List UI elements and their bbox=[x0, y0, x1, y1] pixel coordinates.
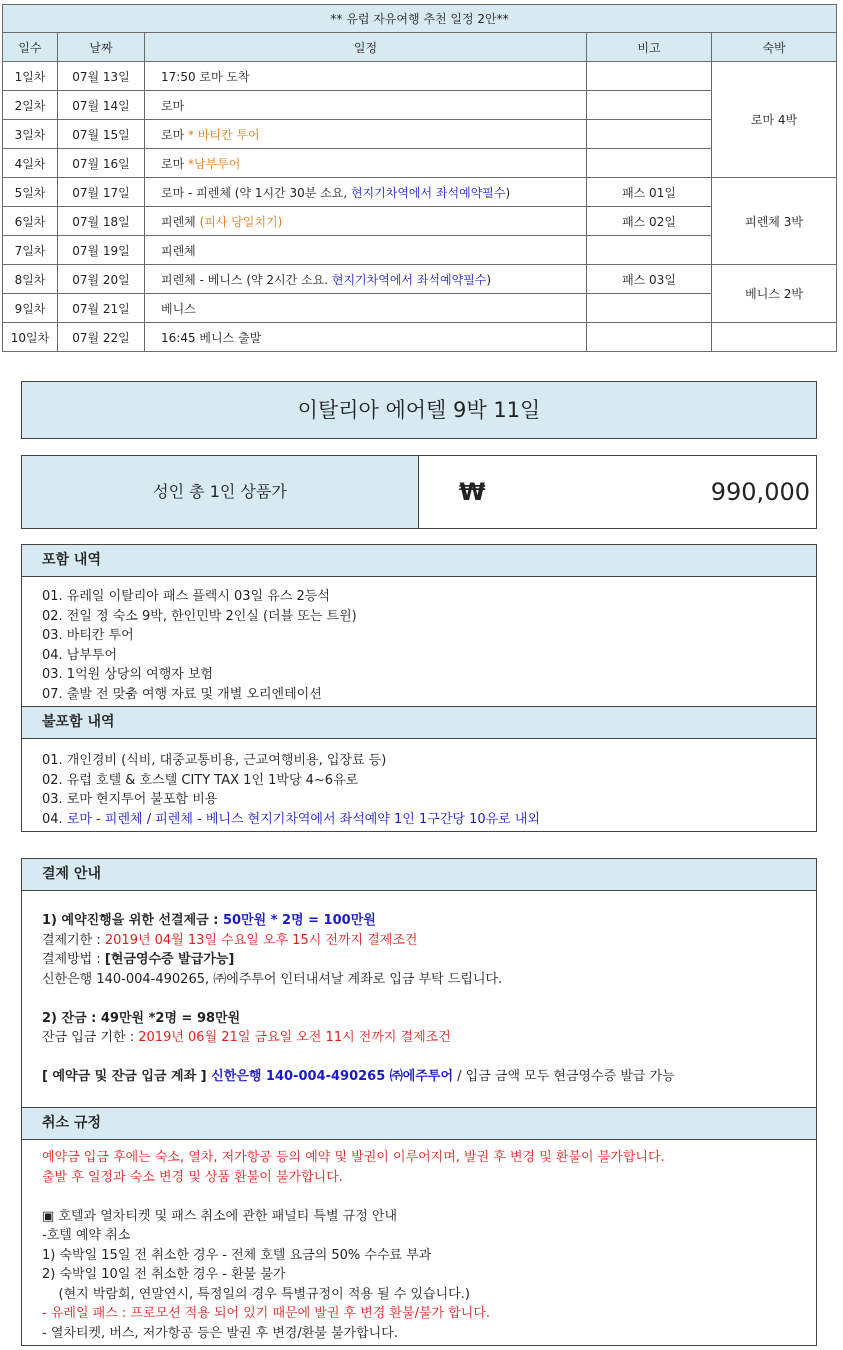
plan-cell bbox=[145, 178, 587, 207]
plan-text: 17:50 로마 도착 bbox=[161, 69, 250, 84]
train-rule: - 열차티켓, 버스, 저가항공 등은 발권 후 변경/환불 불가합니다. bbox=[42, 1325, 398, 1341]
penalty-notice: ▣ 호텔과 열차티켓 및 패스 취소에 관한 패널티 특별 규정 안내 bbox=[42, 1208, 397, 1224]
table-row bbox=[3, 207, 837, 236]
bank-account-note: / 입금 금액 모두 현금영수증 발급 가능 bbox=[453, 1069, 675, 1084]
header-day: 일수 bbox=[3, 33, 58, 62]
list-item: 03. 1억원 상당의 여행자 보험 bbox=[42, 667, 214, 682]
note-cell: 패스 02일 bbox=[587, 207, 712, 236]
excluded-list bbox=[22, 739, 816, 829]
plan-cell bbox=[145, 149, 587, 178]
list-item: 04. 남부투어 bbox=[42, 647, 118, 663]
date-cell: 07월 13일 bbox=[58, 62, 145, 91]
date-cell: 07월 21일 bbox=[58, 294, 145, 323]
hotel-cancel-heading: -호텔 예약 취소 bbox=[42, 1228, 131, 1243]
deadline-label: 결제기한 : bbox=[42, 932, 105, 948]
plan-tail: ) bbox=[505, 185, 511, 200]
eurail-rule: - 유레일 패스 : 프로모션 적용 되어 있기 때문에 발권 후 변경 환불/불가 합니다. bbox=[42, 1306, 491, 1321]
table-row bbox=[3, 294, 837, 323]
inclusion-section bbox=[21, 544, 817, 832]
deposit-line bbox=[42, 911, 796, 931]
note-cell bbox=[587, 91, 712, 120]
stay-cell: 베니스 2박 bbox=[712, 265, 837, 323]
method-label: 결제방법 : bbox=[42, 952, 105, 967]
plan-highlight: *남부투어 bbox=[184, 156, 241, 171]
cancel-body bbox=[22, 1140, 816, 1343]
deadline-value: 2019년 04월 13일 수요일 오후 15시 전까지 결제조건 bbox=[104, 932, 418, 948]
included-list bbox=[22, 577, 816, 706]
stay-cell: 피렌체 3박 bbox=[712, 178, 837, 265]
list-item: 03. 로마 현지투어 불포함 비용 bbox=[42, 792, 218, 807]
note-cell bbox=[587, 323, 712, 352]
stay-cell: 로마 4박 bbox=[712, 62, 837, 178]
day-cell: 7일차 bbox=[3, 236, 58, 265]
note-cell: 패스 03일 bbox=[587, 265, 712, 294]
table-row bbox=[3, 91, 837, 120]
plan-text: 피렌체 bbox=[161, 243, 196, 258]
plan-text: 로마 bbox=[161, 156, 185, 171]
item-highlight: 로마 - 피렌체 / 피렌체 - 베니스 현지기차역에서 좌석예약 1인 1구간당 10유로 내외 bbox=[66, 811, 540, 827]
deposit-amount: 50만원 * 2명 = 100만원 bbox=[222, 913, 376, 928]
plan-cell bbox=[145, 236, 587, 265]
date-cell: 07월 16일 bbox=[58, 149, 145, 178]
schedule-title: ** 유럽 자유여행 추천 일정 2안** bbox=[3, 5, 837, 33]
table-row bbox=[3, 236, 837, 265]
payment-body bbox=[22, 891, 816, 1107]
list-item: 02. 전일 정 숙소 9박, 한인민박 2인실 (더블 또는 트윈) bbox=[42, 608, 357, 624]
table-row bbox=[3, 265, 837, 294]
list-item: 07. 출발 전 맞춤 여행 자료 및 개별 오리엔테이션 bbox=[42, 686, 322, 702]
price-label: 성인 총 1인 상품가 bbox=[22, 456, 419, 528]
plan-highlight: 현지기차역에서 좌석예약필수 bbox=[331, 272, 487, 287]
day-cell: 4일차 bbox=[3, 149, 58, 178]
day-cell: 5일차 bbox=[3, 178, 58, 207]
plan-cell bbox=[145, 91, 587, 120]
plan-cell bbox=[145, 62, 587, 91]
item-prefix: 04. bbox=[42, 811, 67, 827]
date-cell: 07월 18일 bbox=[58, 207, 145, 236]
included-title: 포함 내역 bbox=[22, 545, 816, 577]
plan-tail: ) bbox=[486, 272, 492, 287]
deadline-line bbox=[42, 931, 796, 951]
excluded-title: 불포함 내역 bbox=[22, 706, 816, 739]
plan-highlight: 현지기차역에서 좌석예약필수 bbox=[350, 185, 506, 200]
hotel-rule: 1) 숙박일 15일 전 취소한 경우 - 전체 호텔 요금의 50% 수수료 부과 bbox=[42, 1247, 432, 1263]
day-cell: 3일차 bbox=[3, 120, 58, 149]
date-cell: 07월 19일 bbox=[58, 236, 145, 265]
price-value-cell bbox=[419, 456, 816, 528]
table-row bbox=[3, 178, 837, 207]
balance-deadline-value: 2019년 06월 21일 금요일 오전 11시 전까지 결제조건 bbox=[138, 1030, 451, 1045]
bank-account-value: 신한은행 140-004-490265 ㈜에주투어 bbox=[211, 1069, 454, 1084]
day-cell: 8일차 bbox=[3, 265, 58, 294]
date-cell: 07월 14일 bbox=[58, 91, 145, 120]
note-cell bbox=[587, 149, 712, 178]
table-row bbox=[3, 323, 837, 352]
bank-account-line bbox=[42, 1067, 796, 1087]
cancel-warning: 출발 후 일정과 숙소 변경 및 상품 환불이 불가합니다. bbox=[42, 1169, 343, 1185]
plan-cell bbox=[145, 265, 587, 294]
day-cell: 9일차 bbox=[3, 294, 58, 323]
list-item: 02. 유럽 호텔 & 호스텔 CITY TAX 1인 1박당 4~6유로 bbox=[42, 772, 359, 788]
table-row bbox=[3, 120, 837, 149]
date-cell: 07월 22일 bbox=[58, 323, 145, 352]
note-cell bbox=[587, 120, 712, 149]
list-item: 01. 개인경비 (식비, 대중교통비용, 근교여행비용, 입장료 등) bbox=[42, 753, 387, 768]
plan-cell bbox=[145, 120, 587, 149]
header-stay: 숙박 bbox=[712, 33, 837, 62]
bank-account-label: [ 예약금 및 잔금 입금 계좌 ] bbox=[42, 1069, 212, 1084]
plan-text: 베니스 bbox=[161, 301, 196, 316]
day-cell: 2일차 bbox=[3, 91, 58, 120]
price-box bbox=[21, 455, 817, 529]
day-cell: 6일차 bbox=[3, 207, 58, 236]
payment-section bbox=[21, 858, 817, 1346]
method-line bbox=[42, 950, 796, 970]
cancel-warning: 예약금 입금 후에는 숙소, 열차, 저가항공 등의 예약 및 발권이 이루어지며, 발권 후 변경 및 환불이 불가합니다. bbox=[42, 1150, 665, 1165]
cancel-title: 취소 규정 bbox=[22, 1107, 816, 1140]
plan-cell bbox=[145, 294, 587, 323]
day-cell: 1일차 bbox=[3, 62, 58, 91]
plan-text: 로마 bbox=[161, 98, 185, 113]
note-cell bbox=[587, 294, 712, 323]
balance-line: 2) 잔금 : 49만원 *2명 = 98만원 bbox=[42, 1010, 241, 1026]
plan-text: 피렌체 bbox=[161, 214, 196, 229]
balance-deadline-line bbox=[42, 1028, 796, 1048]
note-cell bbox=[587, 62, 712, 91]
date-cell: 07월 20일 bbox=[58, 265, 145, 294]
header-plan: 일정 bbox=[145, 33, 587, 62]
plan-text: 16:45 베니스 출발 bbox=[161, 330, 262, 345]
stay-cell bbox=[712, 323, 837, 352]
payment-title: 결제 안내 bbox=[22, 859, 816, 891]
currency-symbol: ₩ bbox=[459, 478, 486, 506]
deposit-label: 1) 예약진행을 위한 선결제금 : bbox=[42, 913, 223, 928]
plan-text: 로마 bbox=[161, 127, 185, 142]
schedule-table bbox=[2, 4, 837, 352]
note-cell: 패스 01일 bbox=[587, 178, 712, 207]
list-item bbox=[42, 810, 796, 830]
note-cell bbox=[587, 236, 712, 265]
list-item: 01. 유레일 이탈리아 패스 플렉시 03일 유스 2등석 bbox=[42, 589, 330, 604]
plan-text: 피렌체 - 베니스 (약 2시간 소요. bbox=[161, 272, 332, 287]
plan-text: 로마 - 피렌체 (약 1시간 30분 소요, bbox=[161, 185, 351, 200]
list-item: 03. 바티칸 투어 bbox=[42, 628, 134, 643]
account-line: 신한은행 140-004-490265, ㈜에주투어 인터내셔날 계좌로 입금 부탁 드립니다. bbox=[42, 971, 503, 987]
plan-cell bbox=[145, 207, 587, 236]
price-amount: 990,000 bbox=[710, 478, 810, 506]
date-cell: 07월 17일 bbox=[58, 178, 145, 207]
plan-cell bbox=[145, 323, 587, 352]
table-row bbox=[3, 62, 837, 91]
header-note: 비고 bbox=[587, 33, 712, 62]
hotel-rule: 2) 숙박일 10일 전 취소한 경우 - 환불 불가 bbox=[42, 1267, 286, 1282]
header-date: 날짜 bbox=[58, 33, 145, 62]
balance-deadline-label: 잔금 입금 기한 : bbox=[42, 1030, 139, 1045]
table-row bbox=[3, 149, 837, 178]
product-title: 이탈리아 에어텔 9박 11일 bbox=[21, 381, 817, 439]
day-cell: 10일차 bbox=[3, 323, 58, 352]
plan-highlight: * 바티칸 투어 bbox=[184, 127, 260, 142]
method-value: [현금영수증 발급가능] bbox=[104, 952, 235, 967]
hotel-rule-note: (현지 박람회, 연말연시, 특정일의 경우 특별규정이 적용 될 수 있습니다.) bbox=[42, 1286, 470, 1302]
plan-highlight: (피사 당일치기) bbox=[195, 214, 283, 229]
date-cell: 07월 15일 bbox=[58, 120, 145, 149]
